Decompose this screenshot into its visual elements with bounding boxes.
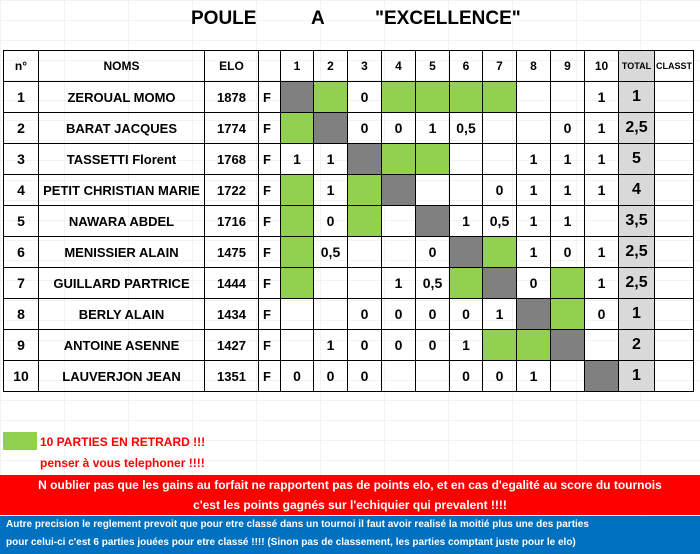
header-names: NOMS <box>39 51 205 82</box>
player-classement <box>655 330 694 361</box>
result-cell-8: 1 <box>517 144 551 175</box>
result-cell-6: 0 <box>450 299 483 330</box>
player-number: 3 <box>4 144 39 175</box>
result-cell-10 <box>585 206 619 237</box>
title-poule: POULE <box>191 8 257 29</box>
player-row <box>4 113 694 144</box>
player-name: BARAT JACQUES <box>39 113 205 144</box>
player-row <box>4 361 694 392</box>
result-cell-9 <box>551 361 585 392</box>
header-blank <box>259 51 281 82</box>
result-cell-7: 0,5 <box>483 206 517 237</box>
result-cell-7 <box>483 144 517 175</box>
green-legend-swatch <box>3 432 37 450</box>
result-cell-10: 1 <box>585 268 619 299</box>
result-cell-4 <box>382 361 416 392</box>
player-name: PETIT CHRISTIAN MARIE <box>39 175 205 206</box>
result-cell-1 <box>281 113 314 144</box>
header-total: TOTAL <box>619 51 655 82</box>
player-row <box>4 299 694 330</box>
result-cell-1 <box>281 175 314 206</box>
player-flag: F <box>259 113 281 144</box>
player-flag: F <box>259 361 281 392</box>
header-col-7: 7 <box>483 51 517 82</box>
result-cell-3 <box>348 237 382 268</box>
player-number: 4 <box>4 175 39 206</box>
player-classement <box>655 113 694 144</box>
player-flag: F <box>259 330 281 361</box>
player-number: 7 <box>4 268 39 299</box>
header-col-6: 6 <box>450 51 483 82</box>
result-cell-8: 1 <box>517 361 551 392</box>
player-total: 1 <box>619 361 655 392</box>
result-cell-6: 0,5 <box>450 113 483 144</box>
player-elo: 1444 <box>205 268 259 299</box>
player-name: GUILLARD PARTRICE <box>39 268 205 299</box>
player-number: 10 <box>4 361 39 392</box>
player-elo: 1475 <box>205 237 259 268</box>
header-col-1: 1 <box>281 51 314 82</box>
player-number: 1 <box>4 82 39 113</box>
result-cell-7: 0 <box>483 361 517 392</box>
header-classement: CLASST <box>655 51 694 82</box>
result-cell-5 <box>416 82 450 113</box>
result-cell-2: 1 <box>314 144 348 175</box>
header-col-3: 3 <box>348 51 382 82</box>
result-cell-5: 0 <box>416 330 450 361</box>
telephone-note: penser à vous telephoner !!!! <box>40 456 205 470</box>
result-cell-9: 1 <box>551 144 585 175</box>
player-flag: F <box>259 299 281 330</box>
header-number: n° <box>4 51 39 82</box>
result-cell-9: 1 <box>551 206 585 237</box>
player-total: 1 <box>619 299 655 330</box>
header-row <box>4 51 694 82</box>
result-cell-3 <box>348 175 382 206</box>
title-tournament-name: "EXCELLENCE" <box>375 8 521 29</box>
player-total: 4 <box>619 175 655 206</box>
player-elo: 1716 <box>205 206 259 237</box>
player-elo: 1774 <box>205 113 259 144</box>
result-cell-5: 0 <box>416 299 450 330</box>
result-cell-1 <box>281 82 314 113</box>
player-flag: F <box>259 175 281 206</box>
player-classement <box>655 268 694 299</box>
result-cell-8: 1 <box>517 175 551 206</box>
result-cell-8: 1 <box>517 206 551 237</box>
player-name: MENISSIER ALAIN <box>39 237 205 268</box>
result-cell-10 <box>585 330 619 361</box>
result-cell-6 <box>450 82 483 113</box>
player-classement <box>655 82 694 113</box>
result-cell-8 <box>517 299 551 330</box>
player-total: 5 <box>619 144 655 175</box>
rules-note-banner <box>0 516 700 554</box>
player-flag: F <box>259 268 281 299</box>
result-cell-7 <box>483 82 517 113</box>
forfait-warning-line-1: N oublier pas que les gains au forfait ne rapportent pas de points elo, et en cas d'egalité au score du tournois <box>38 478 662 492</box>
player-number: 8 <box>4 299 39 330</box>
result-cell-1 <box>281 206 314 237</box>
result-cell-1 <box>281 299 314 330</box>
result-cell-10: 0 <box>585 299 619 330</box>
player-name: ANTOINE ASENNE <box>39 330 205 361</box>
player-total: 2 <box>619 330 655 361</box>
result-cell-9: 1 <box>551 175 585 206</box>
result-cell-6 <box>450 175 483 206</box>
result-cell-5 <box>416 361 450 392</box>
player-classement <box>655 299 694 330</box>
result-cell-4 <box>382 82 416 113</box>
result-cell-10: 1 <box>585 113 619 144</box>
player-name: LAUVERJON JEAN <box>39 361 205 392</box>
result-cell-9 <box>551 330 585 361</box>
result-cell-6 <box>450 237 483 268</box>
header-col-8: 8 <box>517 51 551 82</box>
result-cell-9 <box>551 299 585 330</box>
result-cell-2: 1 <box>314 175 348 206</box>
player-elo: 1351 <box>205 361 259 392</box>
result-cell-4: 1 <box>382 268 416 299</box>
result-cell-3: 0 <box>348 113 382 144</box>
header-col-9: 9 <box>551 51 585 82</box>
result-cell-10: 1 <box>585 82 619 113</box>
result-cell-7 <box>483 113 517 144</box>
result-cell-7: 0 <box>483 175 517 206</box>
result-cell-5 <box>416 144 450 175</box>
player-name: BERLY ALAIN <box>39 299 205 330</box>
result-cell-2: 0 <box>314 361 348 392</box>
player-classement <box>655 144 694 175</box>
player-classement <box>655 237 694 268</box>
result-cell-4 <box>382 237 416 268</box>
result-cell-1 <box>281 330 314 361</box>
result-cell-8 <box>517 82 551 113</box>
result-cell-6: 0 <box>450 361 483 392</box>
player-row <box>4 268 694 299</box>
result-cell-3 <box>348 144 382 175</box>
result-cell-10: 1 <box>585 144 619 175</box>
result-cell-2: 0,5 <box>314 237 348 268</box>
result-cell-6: 1 <box>450 330 483 361</box>
result-cell-5: 0,5 <box>416 268 450 299</box>
header-col-4: 4 <box>382 51 416 82</box>
result-cell-5 <box>416 175 450 206</box>
result-cell-8 <box>517 330 551 361</box>
result-cell-8 <box>517 113 551 144</box>
result-cell-4 <box>382 206 416 237</box>
result-cell-10 <box>585 361 619 392</box>
result-cell-1 <box>281 268 314 299</box>
player-classement <box>655 175 694 206</box>
player-total: 1 <box>619 82 655 113</box>
result-cell-6 <box>450 144 483 175</box>
result-cell-4 <box>382 144 416 175</box>
result-cell-3: 0 <box>348 361 382 392</box>
result-cell-4: 0 <box>382 113 416 144</box>
result-cell-7 <box>483 268 517 299</box>
player-number: 5 <box>4 206 39 237</box>
player-row <box>4 175 694 206</box>
forfait-warning-line-2: c'est les points gagnés sur l'echiquier qui prevalent !!!! <box>193 498 507 512</box>
retard-legend <box>3 432 37 450</box>
player-row <box>4 330 694 361</box>
player-flag: F <box>259 206 281 237</box>
result-cell-6 <box>450 268 483 299</box>
result-cell-8: 0 <box>517 268 551 299</box>
result-cell-1: 0 <box>281 361 314 392</box>
result-cell-5: 1 <box>416 113 450 144</box>
player-row <box>4 144 694 175</box>
player-total: 2,5 <box>619 113 655 144</box>
result-cell-9 <box>551 268 585 299</box>
result-cell-2 <box>314 82 348 113</box>
player-classement <box>655 206 694 237</box>
player-elo: 1427 <box>205 330 259 361</box>
result-cell-3: 0 <box>348 82 382 113</box>
player-flag: F <box>259 144 281 175</box>
result-cell-2: 0 <box>314 206 348 237</box>
result-cell-4 <box>382 175 416 206</box>
result-cell-2 <box>314 268 348 299</box>
result-cell-9: 0 <box>551 237 585 268</box>
result-cell-4: 0 <box>382 299 416 330</box>
result-cell-4: 0 <box>382 330 416 361</box>
player-classement <box>655 361 694 392</box>
result-cell-2: 1 <box>314 330 348 361</box>
result-cell-3: 0 <box>348 330 382 361</box>
result-cell-7 <box>483 237 517 268</box>
player-elo: 1878 <box>205 82 259 113</box>
player-flag: F <box>259 237 281 268</box>
result-cell-1: 1 <box>281 144 314 175</box>
result-cell-7 <box>483 330 517 361</box>
result-cell-3 <box>348 206 382 237</box>
result-cell-3: 0 <box>348 299 382 330</box>
player-row <box>4 237 694 268</box>
player-flag: F <box>259 82 281 113</box>
player-total: 2,5 <box>619 237 655 268</box>
result-cell-5 <box>416 206 450 237</box>
result-cell-6: 1 <box>450 206 483 237</box>
result-cell-2 <box>314 113 348 144</box>
result-cell-8: 1 <box>517 237 551 268</box>
header-col-2: 2 <box>314 51 348 82</box>
player-row <box>4 82 694 113</box>
retard-note: 10 PARTIES EN RETRARD !!! <box>40 435 206 449</box>
player-total: 2,5 <box>619 268 655 299</box>
header-col-5: 5 <box>416 51 450 82</box>
player-elo: 1434 <box>205 299 259 330</box>
rules-note-line-1: Autre precision le reglement prevoit que pour etre classé dans un tournoi il faut avoir realisé la moitié plus une des parties <box>6 519 589 530</box>
player-name: ZEROUAL MOMO <box>39 82 205 113</box>
player-number: 9 <box>4 330 39 361</box>
result-cell-9 <box>551 82 585 113</box>
results-table <box>3 50 694 392</box>
result-cell-10: 1 <box>585 237 619 268</box>
rules-note-line-2: pour celui-ci c'est 6 parties jouées pour etre classé !!!! (Sinon pas de classement, les parties comptant juste pour le elo) <box>6 537 576 548</box>
player-elo: 1722 <box>205 175 259 206</box>
player-number: 2 <box>4 113 39 144</box>
result-cell-3 <box>348 268 382 299</box>
header-col-10: 10 <box>585 51 619 82</box>
result-cell-1 <box>281 237 314 268</box>
result-cell-9: 0 <box>551 113 585 144</box>
player-elo: 1768 <box>205 144 259 175</box>
header-elo: ELO <box>205 51 259 82</box>
forfait-warning-banner <box>0 475 700 515</box>
result-cell-2 <box>314 299 348 330</box>
player-name: NAWARA ABDEL <box>39 206 205 237</box>
result-cell-7: 1 <box>483 299 517 330</box>
result-cell-10: 1 <box>585 175 619 206</box>
player-number: 6 <box>4 237 39 268</box>
title-group-letter: A <box>311 8 325 29</box>
player-total: 3,5 <box>619 206 655 237</box>
player-name: TASSETTI Florent <box>39 144 205 175</box>
player-row <box>4 206 694 237</box>
result-cell-5: 0 <box>416 237 450 268</box>
